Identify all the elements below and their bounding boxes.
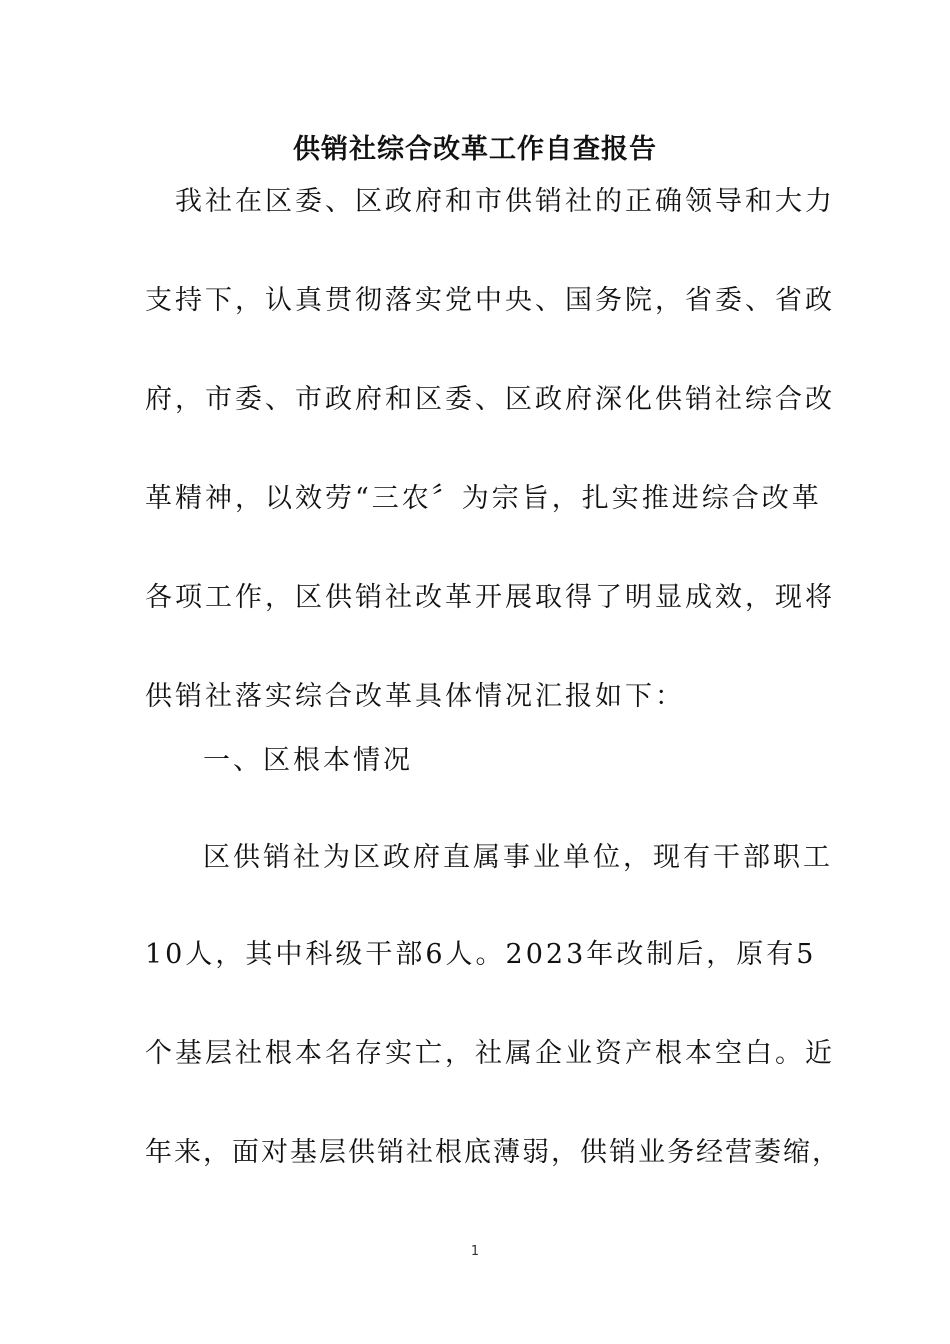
paragraph-line: 供销社落实综合改革具体情况汇报如下： — [145, 681, 685, 712]
paragraph-line: 年来，面对基层供销社根底薄弱，供销业务经营萎缩， — [145, 1137, 841, 1168]
paragraph-line: 革精神，以效劳“三农〞为宗旨，扎实推进综合改革 — [145, 483, 822, 514]
paragraph-line: 10人，其中科级干部6人。2023年改制后，原有5 — [145, 939, 817, 970]
section-heading: 一、区根本情况 — [203, 745, 413, 776]
paragraph-line: 府，市委、市政府和区委、区政府深化供销社综合改 — [145, 384, 835, 415]
paragraph-line: 支持下，认真贯彻落实党中央、国务院，省委、省政 — [145, 285, 835, 316]
paragraph-line: 各项工作，区供销社改革开展取得了明显成效，现将 — [145, 582, 835, 613]
document-title: 供销社综合改革工作自查报告 — [293, 134, 657, 165]
page-number: 1 — [470, 1244, 480, 1259]
paragraph-line: 我社在区委、区政府和市供销社的正确领导和大力 — [175, 186, 835, 217]
paragraph-line: 区供销社为区政府直属事业单位，现有干部职工 — [203, 842, 833, 873]
paragraph-line: 个基层社根本名存实亡，社属企业资产根本空白。近 — [145, 1038, 835, 1069]
